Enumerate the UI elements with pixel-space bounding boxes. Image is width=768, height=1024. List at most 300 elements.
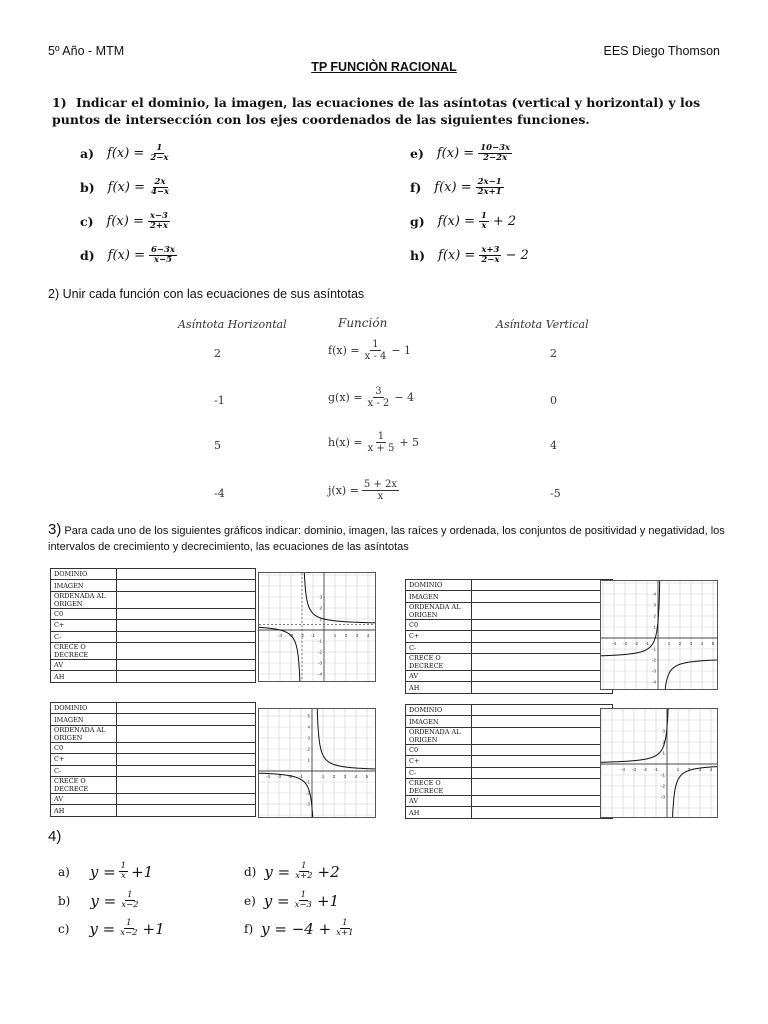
matching-function-tail: − 1 xyxy=(391,344,412,357)
horizontal-asymptote-value: -4 xyxy=(214,487,225,500)
x-tick-label: 3 xyxy=(698,767,702,772)
x-tick-label: 3 xyxy=(355,633,359,638)
y-tick-label: -3 xyxy=(305,801,310,807)
y-tick-label: 2 xyxy=(307,746,310,752)
analysis-answer-cell[interactable] xyxy=(117,631,256,642)
function-item-label: h) xyxy=(410,248,426,263)
analysis-row-label: DOMINIO xyxy=(51,703,117,714)
y-tick-label: -1 xyxy=(317,638,322,644)
function-item-f xyxy=(410,178,505,197)
analysis-row-label: CRECE O DECRECE xyxy=(406,778,472,795)
x-tick-label: 4 xyxy=(709,767,713,772)
function-curve xyxy=(601,708,669,762)
analysis-row-label: C- xyxy=(51,765,117,776)
analysis-row-label: AH xyxy=(51,805,117,816)
exercise-4-lhs: y = xyxy=(89,862,116,881)
x-tick-label: 4 xyxy=(700,641,704,646)
x-tick-label: 5 xyxy=(711,641,715,646)
function-item-label: d) xyxy=(80,248,95,263)
analysis-row-label: C+ xyxy=(406,631,472,642)
analysis-answer-cell[interactable] xyxy=(117,671,256,682)
x-tick-label: 1 xyxy=(321,774,325,779)
y-tick-label: 5 xyxy=(307,713,310,719)
matching-function-fraction xyxy=(362,479,399,502)
y-tick-label: 1 xyxy=(662,750,665,756)
function-item-label: f) xyxy=(410,180,422,195)
horizontal-asymptote-value: -1 xyxy=(214,394,225,407)
analysis-answer-cell[interactable] xyxy=(472,580,613,591)
analysis-table-4 xyxy=(405,704,613,819)
function-tail: + 2 xyxy=(492,214,517,229)
exercise-4-fraction xyxy=(293,891,314,910)
function-item-d xyxy=(80,246,178,265)
matching-function-denominator: x - 2 xyxy=(367,398,390,409)
analysis-answer-cell[interactable] xyxy=(472,778,613,795)
function-denominator: 4−x xyxy=(150,187,170,197)
analysis-answer-cell[interactable] xyxy=(117,793,256,804)
y-tick-label: 4 xyxy=(653,591,656,597)
x-tick-label: 1 xyxy=(676,767,680,772)
question-4-number: 4) xyxy=(48,828,62,845)
exercise-4-item-label: e) xyxy=(244,893,256,908)
analysis-row xyxy=(51,659,256,670)
vertical-asymptote-header: Asíntota Vertical xyxy=(496,318,589,331)
exercise-4-denominator: x−3 xyxy=(294,900,312,910)
exercise-4-item-f xyxy=(244,919,356,938)
analysis-row-label: C- xyxy=(51,631,117,642)
analysis-row-label: C0 xyxy=(406,619,472,630)
exercise-4-item-c xyxy=(58,919,165,938)
analysis-row xyxy=(51,714,256,725)
analysis-answer-cell[interactable] xyxy=(472,602,613,619)
analysis-row-label: ORDENADA AL ORIGEN xyxy=(406,602,472,619)
y-tick-label: 2 xyxy=(319,605,322,611)
x-tick-label: -4 xyxy=(611,641,617,646)
matching-function-lhs: j(x) = xyxy=(328,484,359,497)
analysis-row-label: CRECE O DECRECE xyxy=(51,776,117,793)
analysis-row-label: AH xyxy=(406,682,472,693)
function-denominator: 2+x xyxy=(149,221,168,231)
analysis-answer-cell[interactable] xyxy=(472,705,613,716)
x-tick-label: 5 xyxy=(365,774,369,779)
exercise-4-tail: +1 xyxy=(316,891,340,910)
analysis-answer-cell[interactable] xyxy=(117,703,256,714)
analysis-answer-cell[interactable] xyxy=(472,727,613,744)
exercise-4-equation xyxy=(90,891,141,910)
function-numerator: 2x−1 xyxy=(477,177,502,187)
matching-function xyxy=(328,479,400,502)
analysis-answer-cell[interactable] xyxy=(472,670,613,681)
analysis-row xyxy=(406,727,613,744)
analysis-row-label: AV xyxy=(406,795,472,806)
exercise-4-lhs: y = xyxy=(89,919,116,938)
function-item-a xyxy=(80,144,171,163)
question-1-text xyxy=(52,94,732,128)
analysis-answer-cell[interactable] xyxy=(117,714,256,725)
analysis-row xyxy=(51,725,256,742)
exercise-4-lhs: y = xyxy=(264,862,291,881)
function-item-label: c) xyxy=(80,214,94,229)
question-3-statement: Para cada uno de los siguientes gráficos indicar: dominio, imagen, las raíces y ordenada, los conjuntos de positividad y negatividad, los intervalos de crecimiento y decrecimiento, las ecuaciones de las asíntotas xyxy=(48,525,725,553)
analysis-row xyxy=(51,591,256,608)
matching-function-fraction xyxy=(366,431,397,454)
analysis-row xyxy=(406,602,613,619)
matching-function-numerator: 5 + 2x xyxy=(363,479,398,490)
function-graph-4 xyxy=(600,708,718,818)
y-tick-label: -2 xyxy=(305,790,310,796)
function-fraction xyxy=(479,212,489,231)
function-graph-1 xyxy=(258,572,376,682)
analysis-row xyxy=(406,619,613,630)
analysis-table-3 xyxy=(50,702,256,817)
matching-function-lhs: h(x) = xyxy=(328,436,363,449)
x-tick-label: 1 xyxy=(333,633,337,638)
function-fraction xyxy=(476,178,504,197)
y-tick-label: 3 xyxy=(662,728,665,734)
x-tick-label: 2 xyxy=(344,633,348,638)
matching-function-numerator: 1 xyxy=(372,339,379,350)
exercise-4-equation xyxy=(264,891,339,910)
y-tick-label: -3 xyxy=(651,668,656,674)
function-numerator: 10−3x xyxy=(480,143,511,153)
y-tick-label: -4 xyxy=(317,671,322,677)
analysis-row-label: IMAGEN xyxy=(406,591,472,602)
analysis-row xyxy=(406,631,613,642)
analysis-row xyxy=(406,744,613,755)
function-lhs: f(x) = xyxy=(436,146,475,161)
x-tick-label: -2 xyxy=(299,633,305,638)
analysis-row xyxy=(406,795,613,806)
analysis-answer-cell[interactable] xyxy=(117,742,256,753)
analysis-row xyxy=(51,765,256,776)
analysis-answer-cell[interactable] xyxy=(472,716,613,727)
function-numerator: x−3 xyxy=(149,211,168,221)
function-numerator: x+3 xyxy=(481,245,500,255)
x-tick-label: -2 xyxy=(633,641,639,646)
exercise-4-item-label: c) xyxy=(58,921,70,936)
x-tick-label: 2 xyxy=(687,767,691,772)
y-tick-label: -2 xyxy=(651,657,656,663)
analysis-answer-cell[interactable] xyxy=(472,642,613,653)
analysis-answer-cell[interactable] xyxy=(472,795,613,806)
analysis-row-label: AV xyxy=(51,659,117,670)
y-tick-label: -3 xyxy=(317,660,322,666)
question-1-number: 1) xyxy=(52,95,67,110)
function-denominator: 2−x xyxy=(481,255,500,265)
analysis-row-label: AV xyxy=(406,670,472,681)
function-numerator: 2x xyxy=(154,177,166,187)
analysis-table-2 xyxy=(405,579,613,694)
function-item-b xyxy=(80,178,172,197)
function-lhs: f(x) = xyxy=(438,248,476,263)
analysis-row xyxy=(51,671,256,682)
analysis-row-label: C0 xyxy=(51,608,117,619)
y-tick-label: 1 xyxy=(319,616,322,622)
analysis-row-label: DOMINIO xyxy=(406,580,472,591)
y-tick-label: 3 xyxy=(319,594,322,600)
y-tick-label: 3 xyxy=(653,602,656,608)
exercise-4-fraction xyxy=(118,919,139,938)
analysis-answer-cell[interactable] xyxy=(472,682,613,693)
question-2-title: 2) Unir cada función con las ecuaciones de sus asíntotas xyxy=(48,287,365,301)
y-tick-label: -2 xyxy=(317,649,322,655)
function-item-label: g) xyxy=(410,214,425,229)
analysis-row xyxy=(406,778,613,795)
exercise-4-item-e xyxy=(244,891,339,910)
analysis-row xyxy=(406,716,613,727)
analysis-row-label: IMAGEN xyxy=(51,580,117,591)
exercise-4-tail: +1 xyxy=(142,919,165,938)
analysis-row xyxy=(51,742,256,753)
function-tail: − 2 xyxy=(505,248,529,263)
matching-function-numerator: 3 xyxy=(375,386,382,397)
analysis-answer-cell[interactable] xyxy=(117,725,256,742)
function-lhs: f(x) = xyxy=(437,214,475,229)
analysis-row xyxy=(51,631,256,642)
analysis-answer-cell[interactable] xyxy=(117,569,256,580)
analysis-answer-cell[interactable] xyxy=(117,659,256,670)
analysis-row xyxy=(51,569,256,580)
question-3-text xyxy=(48,522,728,555)
vertical-asymptote-value: 0 xyxy=(550,394,557,407)
analysis-row-label: C- xyxy=(406,767,472,778)
matching-function-numerator: 1 xyxy=(377,431,385,442)
x-tick-label: -2 xyxy=(287,774,293,779)
vertical-asymptote-value: 2 xyxy=(550,347,557,360)
y-tick-label: 1 xyxy=(653,624,656,630)
analysis-answer-cell[interactable] xyxy=(117,776,256,793)
analysis-answer-cell[interactable] xyxy=(472,619,613,630)
function-graph-2 xyxy=(600,580,718,690)
x-tick-label: -4 xyxy=(620,767,626,772)
analysis-answer-cell[interactable] xyxy=(472,653,613,670)
function-lhs: f(x) = xyxy=(106,214,144,229)
analysis-row-label: DOMINIO xyxy=(51,569,117,580)
exercise-4-item-label: a) xyxy=(58,864,70,879)
matching-function-tail: − 4 xyxy=(394,391,415,404)
exercise-4-equation xyxy=(89,919,164,938)
exercise-4-denominator: x−2 xyxy=(121,900,139,910)
analysis-answer-cell[interactable] xyxy=(117,805,256,816)
analysis-row-label: C0 xyxy=(51,742,117,753)
function-numerator: 1 xyxy=(156,143,163,153)
function-denominator: x xyxy=(481,221,487,231)
exercise-4-fraction xyxy=(293,862,314,881)
matching-function-lhs: f(x) = xyxy=(328,344,360,357)
x-tick-label: 1 xyxy=(667,641,671,646)
analysis-row xyxy=(406,705,613,716)
analysis-table-1 xyxy=(50,568,256,683)
exercise-4-denominator: x+1 xyxy=(336,928,354,938)
function-fraction xyxy=(478,144,512,163)
function-graph-3 xyxy=(258,708,376,818)
analysis-row xyxy=(51,754,256,765)
horizontal-asymptote-header: Asíntota Horizontal xyxy=(178,318,287,331)
y-tick-label: -2 xyxy=(660,783,665,789)
exercise-4-lhs: y = xyxy=(263,891,290,910)
analysis-answer-cell[interactable] xyxy=(472,631,613,642)
x-tick-label: 2 xyxy=(678,641,682,646)
exercise-4-item-label: f) xyxy=(244,921,254,936)
exercise-4-numerator: 1 xyxy=(300,890,306,900)
analysis-row-label: DOMINIO xyxy=(406,705,472,716)
analysis-row-label: IMAGEN xyxy=(406,716,472,727)
exercise-4-numerator: 1 xyxy=(120,861,127,871)
x-tick-label: 3 xyxy=(343,774,347,779)
matching-function-denominator: x + 5 xyxy=(367,443,395,454)
horizontal-asymptote-value: 5 xyxy=(214,439,221,452)
analysis-answer-cell[interactable] xyxy=(117,591,256,608)
x-tick-label: -1 xyxy=(653,767,659,772)
matching-function-lhs: g(x) = xyxy=(328,391,363,404)
matching-function-denominator: x - 4 xyxy=(364,351,387,362)
exercise-4-tail: +1 xyxy=(131,862,154,881)
y-tick-label: 4 xyxy=(307,724,310,730)
exercise-4-tail: +2 xyxy=(317,862,340,881)
x-tick-label: -3 xyxy=(631,767,637,772)
y-tick-label: 2 xyxy=(662,739,665,745)
analysis-row-label: ORDENADA AL ORIGEN xyxy=(51,591,117,608)
analysis-row-label: C+ xyxy=(51,754,117,765)
function-fraction xyxy=(149,246,177,265)
analysis-row xyxy=(406,682,613,693)
matching-function-fraction xyxy=(363,339,389,362)
function-item-c xyxy=(80,212,171,231)
analysis-row xyxy=(406,756,613,767)
analysis-row xyxy=(51,642,256,659)
analysis-answer-cell[interactable] xyxy=(472,591,613,602)
analysis-row-label: ORDENADA AL ORIGEN xyxy=(51,725,117,742)
question-1-statement: Indicar el dominio, la imagen, las ecuaciones de las asíntotas (vertical y horizontal) y los puntos de intersección con los ejes coordenados de las siguientes funciones. xyxy=(52,95,701,127)
exercise-4-denominator: x+2 xyxy=(295,871,313,881)
exercise-4-equation xyxy=(264,862,339,881)
matching-function xyxy=(328,339,411,362)
analysis-row-label: AH xyxy=(406,807,472,818)
function-curve xyxy=(304,572,376,623)
analysis-row-label: ORDENADA AL ORIGEN xyxy=(406,727,472,744)
exercise-4-equation xyxy=(261,919,356,938)
analysis-answer-cell[interactable] xyxy=(117,620,256,631)
x-tick-label: -3 xyxy=(276,774,282,779)
exercise-4-item-b xyxy=(58,891,142,910)
analysis-answer-cell[interactable] xyxy=(472,756,613,767)
y-tick-label: -1 xyxy=(651,646,656,652)
analysis-answer-cell[interactable] xyxy=(472,767,613,778)
matching-function-fraction xyxy=(366,386,392,409)
function-lhs: f(x) = xyxy=(107,146,145,161)
x-tick-label: -3 xyxy=(622,641,628,646)
function-denominator: x−5 xyxy=(153,255,173,265)
y-tick-label: -1 xyxy=(305,779,310,785)
vertical-asymptote-value: -5 xyxy=(550,487,561,500)
vertical-asymptote-value: 4 xyxy=(550,439,557,452)
x-tick-label: -4 xyxy=(277,633,283,638)
analysis-row xyxy=(406,653,613,670)
analysis-answer-cell[interactable] xyxy=(117,754,256,765)
matching-function-tail: + 5 xyxy=(399,436,420,449)
x-tick-label: 4 xyxy=(366,633,370,638)
function-item-label: e) xyxy=(410,146,424,161)
exercise-4-item-d xyxy=(244,862,340,881)
analysis-row xyxy=(406,670,613,681)
exercise-4-numerator: 1 xyxy=(301,861,307,871)
exercise-4-lhs: y = −4 + xyxy=(261,919,332,938)
analysis-row xyxy=(51,608,256,619)
analysis-answer-cell[interactable] xyxy=(117,580,256,591)
exercise-4-item-label: b) xyxy=(58,893,71,908)
y-tick-label: 3 xyxy=(307,735,310,741)
horizontal-asymptote-value: 2 xyxy=(214,347,221,360)
matching-function xyxy=(328,431,419,454)
analysis-row xyxy=(51,703,256,714)
function-fraction xyxy=(149,178,171,197)
x-tick-label: -1 xyxy=(298,774,304,779)
function-fraction xyxy=(479,246,501,265)
exercise-4-numerator: 1 xyxy=(126,918,132,928)
exercise-4-fraction xyxy=(334,919,355,938)
y-tick-label: 2 xyxy=(653,613,656,619)
analysis-row-label: CRECE O DECRECE xyxy=(51,642,117,659)
header-school: EES Diego Thomson xyxy=(603,44,720,58)
analysis-answer-cell[interactable] xyxy=(472,744,613,755)
function-denominator: 2x+1 xyxy=(477,187,502,197)
function-fraction xyxy=(148,144,170,163)
function-numerator: 6−3x xyxy=(150,245,175,255)
exercise-4-lhs: y = xyxy=(90,891,117,910)
exercise-4-equation xyxy=(90,862,153,881)
x-tick-label: -2 xyxy=(642,767,648,772)
analysis-row xyxy=(51,793,256,804)
y-tick-label: -3 xyxy=(660,794,665,800)
analysis-row-label: C+ xyxy=(51,620,117,631)
exercise-4-item-a xyxy=(58,862,153,881)
analysis-answer-cell[interactable] xyxy=(117,642,256,659)
analysis-row-label: IMAGEN xyxy=(51,714,117,725)
function-item-g xyxy=(410,212,516,231)
function-fraction xyxy=(148,212,170,231)
exercise-4-denominator: x−2 xyxy=(120,928,138,938)
x-tick-label: -1 xyxy=(310,633,316,638)
function-item-label: b) xyxy=(80,180,95,195)
analysis-row-label: AH xyxy=(51,671,117,682)
analysis-row-label: C+ xyxy=(406,756,472,767)
exercise-4-fraction xyxy=(119,891,140,910)
analysis-row xyxy=(406,591,613,602)
y-tick-label: -4 xyxy=(651,679,656,685)
question-3-number: 3) xyxy=(48,521,62,538)
function-numerator: 1 xyxy=(480,211,487,221)
analysis-row-label: C- xyxy=(406,642,472,653)
analysis-row xyxy=(51,805,256,816)
x-tick-label: -4 xyxy=(265,774,271,779)
function-item-e xyxy=(410,144,513,163)
analysis-answer-cell[interactable] xyxy=(117,765,256,776)
x-tick-label: 2 xyxy=(332,774,336,779)
analysis-row xyxy=(406,767,613,778)
analysis-row xyxy=(406,642,613,653)
x-tick-label: -1 xyxy=(644,641,650,646)
analysis-row xyxy=(51,620,256,631)
function-item-label: a) xyxy=(80,146,95,161)
analysis-answer-cell[interactable] xyxy=(117,608,256,619)
function-header: Función xyxy=(338,316,388,330)
analysis-row xyxy=(51,580,256,591)
analysis-row xyxy=(406,580,613,591)
header-course: 5º Año - MTM xyxy=(48,44,125,58)
analysis-answer-cell[interactable] xyxy=(472,807,613,818)
exercise-4-item-label: d) xyxy=(244,864,257,879)
analysis-row-label: AV xyxy=(51,793,117,804)
